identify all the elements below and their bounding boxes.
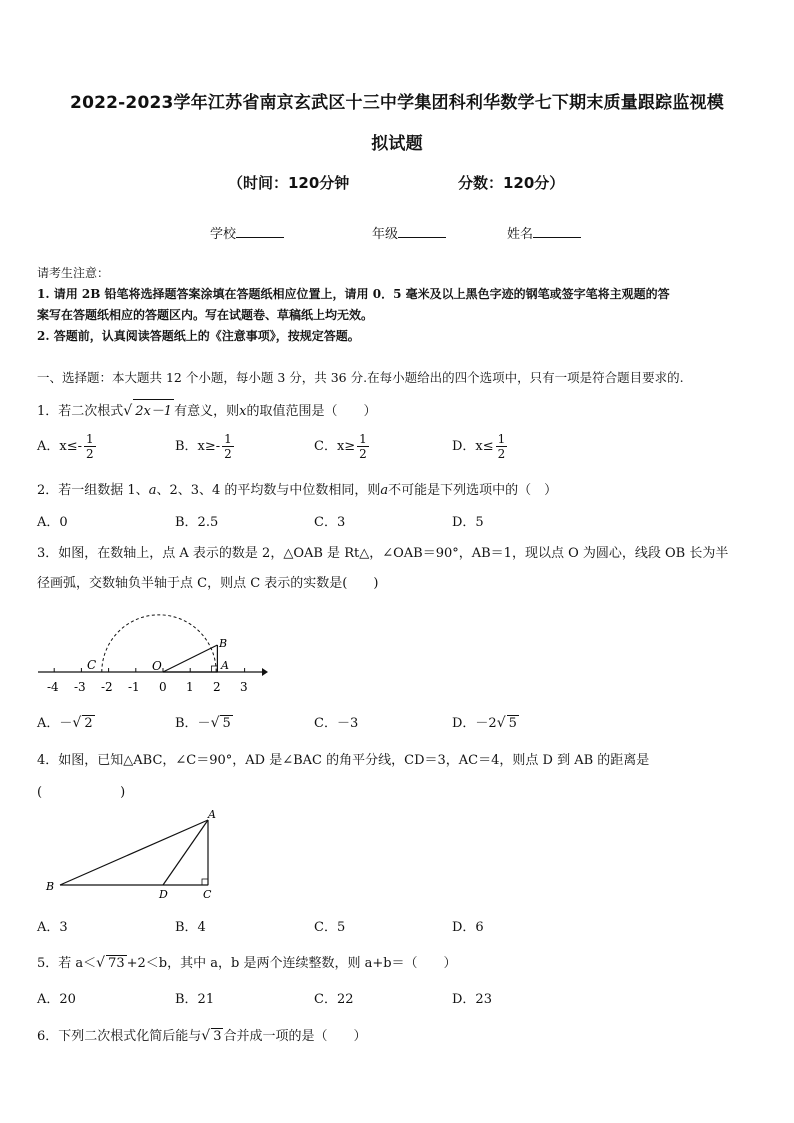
question-3-line1: 3．如图，在数轴上，点 A 表示的数是 2，△OAB 是 Rt△，∠OAB＝90°，AB＝1，现以点 O 为圆心，线段 OB 长为半 bbox=[37, 546, 729, 561]
q3-option-d-text: D．－2 bbox=[452, 716, 497, 731]
sqrt-icon: √ bbox=[210, 715, 220, 731]
grade-label: 年级 bbox=[372, 227, 399, 242]
q6-radicand: 3 bbox=[213, 1029, 222, 1044]
q3-option-a-text: A．－ bbox=[37, 716, 73, 731]
section-heading: 一、选择题：本大题共 12 个小题，每小题 3 分，共 36 分.在每小题给出的四个选项中，只有一项是符合题目要求的. bbox=[37, 370, 684, 385]
question-2 bbox=[37, 479, 759, 498]
q1-option-d-text: D．x≤ bbox=[452, 439, 494, 454]
school-field bbox=[210, 223, 284, 242]
tick-label: -1 bbox=[128, 680, 140, 694]
sqrt-icon: √ bbox=[72, 715, 82, 731]
q1-fraction-b bbox=[222, 432, 234, 461]
question-4-line1: 4．如图，已知△ABC，∠C＝90°，AD 是∠BAC 的角平分线，CD＝3，AC＝4，则点 D 到 AB 的距离是 bbox=[37, 753, 650, 768]
q1-fraction-a bbox=[84, 432, 96, 461]
exam-title-line1: 2022-2023学年江苏省南京玄武区十三中学集团科利华数学七下期末质量跟踪监视模 bbox=[70, 93, 724, 113]
q5-option-a[interactable]: A．20 bbox=[37, 992, 76, 1007]
point-o-label: O bbox=[152, 659, 162, 673]
q2-text-pre: 2．若一组数据 1、 bbox=[37, 483, 149, 498]
grade-field bbox=[372, 223, 446, 242]
arrow-icon bbox=[262, 668, 268, 676]
q2-option-b[interactable]: B．2.5 bbox=[175, 515, 219, 530]
q5-option-d[interactable]: D．23 bbox=[452, 992, 492, 1007]
point-a-label: A bbox=[221, 659, 229, 672]
sqrt-icon: √ bbox=[201, 1028, 211, 1044]
q5-radicand: 73 bbox=[108, 956, 125, 971]
q1-text-pre: 1．若二次根式 bbox=[37, 404, 124, 419]
exam-score: 分数：120分） bbox=[458, 174, 565, 192]
q1-option-b-text: B．x≥- bbox=[175, 439, 221, 454]
point-b-label: B bbox=[219, 637, 228, 650]
q3-option-b[interactable] bbox=[175, 712, 233, 731]
q1-var: x bbox=[239, 404, 247, 419]
segment-ob bbox=[163, 645, 217, 672]
sqrt-icon: √ bbox=[123, 403, 133, 419]
q1-radicand: 2x－1 bbox=[133, 399, 174, 419]
tick-label: -4 bbox=[47, 680, 59, 694]
school-blank bbox=[236, 225, 284, 238]
q2-option-a[interactable]: A．0 bbox=[37, 515, 68, 530]
q1-option-d[interactable] bbox=[452, 432, 509, 461]
q1-fraction-d bbox=[496, 432, 508, 461]
name-field bbox=[507, 223, 581, 242]
q4-option-b[interactable]: B．4 bbox=[175, 920, 206, 935]
frac-num: 1 bbox=[86, 432, 94, 446]
tick-label: -3 bbox=[74, 680, 86, 694]
q2-option-d[interactable]: D．5 bbox=[452, 515, 484, 530]
question-5 bbox=[37, 952, 759, 971]
point-c-label: C bbox=[203, 888, 212, 901]
frac-num: 1 bbox=[497, 432, 506, 446]
q5-text-pre: 5．若 a＜ bbox=[37, 956, 97, 971]
q1-option-a-text: A．x≤- bbox=[37, 439, 83, 454]
number-line-figure bbox=[30, 600, 280, 700]
tick-label: 0 bbox=[159, 680, 167, 694]
question-1 bbox=[37, 399, 759, 419]
notes-item1a: 1. 请用 2B 铅笔将选择题答案涂填在答题纸相应位置上，请用 0．5 毫米及以上黑色字迹的钢笔或签字笔将主观题的答 bbox=[37, 287, 670, 301]
question-3-line2: 径画弧，交数轴负半轴于点 C，则点 C 表示的实数是( ) bbox=[37, 576, 379, 591]
notes-heading: 请考生注意： bbox=[37, 266, 110, 280]
q3-option-b-radicand: 5 bbox=[222, 716, 231, 731]
tick-label: 3 bbox=[240, 680, 248, 694]
q5-options bbox=[37, 988, 759, 1008]
frac-den: 2 bbox=[224, 447, 232, 461]
sqrt-icon: √ bbox=[496, 715, 506, 731]
q1-option-c[interactable] bbox=[314, 432, 371, 461]
q1-options bbox=[37, 432, 759, 472]
triangle-figure bbox=[40, 806, 230, 902]
name-label: 姓名 bbox=[507, 227, 534, 242]
name-blank bbox=[533, 225, 581, 238]
q1-option-b[interactable] bbox=[175, 432, 236, 461]
q2-options bbox=[37, 511, 759, 531]
point-b-label: B bbox=[46, 880, 55, 893]
q4-option-d[interactable]: D．6 bbox=[452, 920, 484, 935]
tick-label: -2 bbox=[101, 680, 113, 694]
grade-blank bbox=[398, 225, 446, 238]
sqrt-icon: √ bbox=[96, 955, 106, 971]
frac-den: 2 bbox=[497, 447, 506, 461]
frac-num: 1 bbox=[359, 432, 367, 446]
q4-options bbox=[37, 916, 759, 936]
q2-var-a: a bbox=[148, 483, 157, 498]
point-c-label: C bbox=[87, 658, 97, 672]
exam-time: （时间：120分钟 bbox=[228, 174, 350, 192]
q4-option-a[interactable]: A．3 bbox=[37, 920, 68, 935]
q5-option-c[interactable]: C．22 bbox=[314, 992, 354, 1007]
q3-option-c[interactable]: C．－3 bbox=[314, 716, 359, 731]
q6-text-pre: 6．下列二次根式化简后能与 bbox=[37, 1029, 202, 1044]
q1-option-a[interactable] bbox=[37, 432, 98, 461]
q3-option-a[interactable] bbox=[37, 712, 95, 731]
q2-var-b: a bbox=[380, 483, 389, 498]
q1-fraction-c bbox=[357, 432, 369, 461]
q3-option-b-text: B．－ bbox=[175, 716, 211, 731]
q2-text-post: 不可能是下列选项中的（ ） bbox=[388, 483, 558, 498]
q5-text-post: +2＜b，其中 a，b 是两个连续整数，则 a+b＝（ ） bbox=[126, 956, 457, 971]
q1-text-post: 的取值范围是（ ） bbox=[246, 404, 377, 419]
notes-item1b: 案写在答题纸相应的答题区内。写在试题卷、草稿纸上均无效。 bbox=[37, 308, 374, 322]
right-angle-mark bbox=[202, 879, 208, 885]
tick-label: 1 bbox=[186, 680, 194, 694]
q3-options bbox=[37, 712, 759, 732]
frac-den: 2 bbox=[86, 447, 94, 461]
point-a-label: A bbox=[208, 808, 216, 821]
q2-option-c[interactable]: C．3 bbox=[314, 515, 346, 530]
notes-item2: 2. 答题前，认真阅读答题纸上的《注意事项》，按规定答题。 bbox=[37, 329, 360, 343]
q3-option-a-radicand: 2 bbox=[84, 716, 93, 731]
q4-option-c[interactable]: C．5 bbox=[314, 920, 346, 935]
q6-text-post: 合并成一项的是（ ） bbox=[223, 1029, 367, 1044]
tick-label: 2 bbox=[213, 680, 221, 694]
point-d-label: D bbox=[159, 888, 168, 901]
q5-option-b[interactable]: B．21 bbox=[175, 992, 215, 1007]
exam-title-line2: 拟试题 bbox=[371, 134, 423, 154]
q1-option-c-text: C．x≥ bbox=[314, 439, 356, 454]
question-6 bbox=[37, 1025, 759, 1044]
q3-option-d-radicand: 5 bbox=[508, 716, 517, 731]
q3-option-d[interactable] bbox=[452, 712, 519, 731]
school-label: 学校 bbox=[210, 227, 237, 242]
exam-notes bbox=[37, 263, 759, 347]
frac-den: 2 bbox=[359, 447, 367, 461]
q1-text-mid: 有意义，则 bbox=[174, 404, 240, 419]
q2-text-mid: 、2、3、4 的平均数与中位数相同，则 bbox=[156, 483, 381, 498]
question-4-line2: ( ) bbox=[37, 785, 126, 800]
frac-num: 1 bbox=[224, 432, 232, 446]
